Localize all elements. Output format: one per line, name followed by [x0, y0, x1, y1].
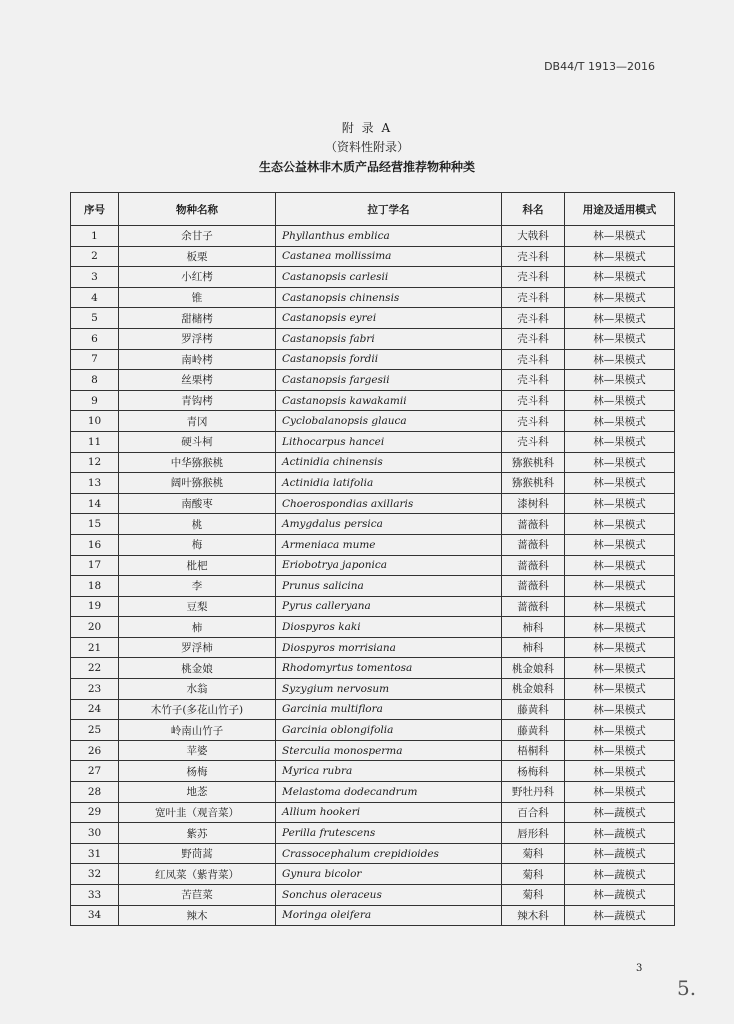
- latin-name-cell: Castanopsis kawakamii: [276, 390, 502, 411]
- latin-name-cell: Castanopsis fordii: [276, 349, 502, 370]
- index-cell: 24: [71, 699, 119, 720]
- species-name-cell: 梅: [119, 534, 276, 555]
- species-name-cell: 中华猕猴桃: [119, 452, 276, 473]
- usage-mode-cell: 林—果模式: [565, 267, 675, 288]
- index-cell: 30: [71, 823, 119, 844]
- family-cell: 蔷薇科: [502, 555, 565, 576]
- family-cell: 梧桐科: [502, 740, 565, 761]
- table-row: [71, 246, 675, 267]
- table-row: [71, 823, 675, 844]
- table-row: [71, 308, 675, 329]
- family-cell: 壳斗科: [502, 267, 565, 288]
- species-name-cell: 水翁: [119, 679, 276, 700]
- index-cell: 13: [71, 473, 119, 494]
- latin-name-cell: Perilla frutescens: [276, 823, 502, 844]
- family-cell: 壳斗科: [502, 411, 565, 432]
- index-cell: 8: [71, 370, 119, 391]
- species-name-cell: 硬斗柯: [119, 431, 276, 452]
- family-cell: 藤黄科: [502, 720, 565, 741]
- table-row: [71, 617, 675, 638]
- index-cell: 1: [71, 226, 119, 247]
- index-cell: 34: [71, 905, 119, 926]
- family-cell: 大戟科: [502, 226, 565, 247]
- table-row: [71, 411, 675, 432]
- family-cell: 桃金娘科: [502, 658, 565, 679]
- latin-name-cell: Eriobotrya japonica: [276, 555, 502, 576]
- usage-mode-cell: 林—果模式: [565, 452, 675, 473]
- species-name-cell: 苦苣菜: [119, 885, 276, 906]
- species-name-cell: 小红栲: [119, 267, 276, 288]
- family-cell: 壳斗科: [502, 328, 565, 349]
- species-name-cell: 青钩栲: [119, 390, 276, 411]
- species-name-cell: 岭南山竹子: [119, 720, 276, 741]
- latin-name-cell: Garcinia oblongifolia: [276, 720, 502, 741]
- table-row: [71, 720, 675, 741]
- table-row: [71, 493, 675, 514]
- species-name-cell: 桃: [119, 514, 276, 535]
- index-cell: 4: [71, 287, 119, 308]
- index-cell: 33: [71, 885, 119, 906]
- table-row: [71, 679, 675, 700]
- latin-name-cell: Actinidia latifolia: [276, 473, 502, 494]
- species-name-cell: 地菍: [119, 782, 276, 803]
- table-row: [71, 452, 675, 473]
- family-cell: 壳斗科: [502, 308, 565, 329]
- index-cell: 17: [71, 555, 119, 576]
- latin-name-cell: Moringa oleifera: [276, 905, 502, 926]
- table-body: [71, 226, 675, 926]
- species-name-cell: 锥: [119, 287, 276, 308]
- usage-mode-cell: 林—果模式: [565, 637, 675, 658]
- latin-name-cell: Phyllanthus emblica: [276, 226, 502, 247]
- family-cell: 壳斗科: [502, 390, 565, 411]
- usage-mode-cell: 林—果模式: [565, 761, 675, 782]
- table-row: [71, 370, 675, 391]
- usage-mode-cell: 林—果模式: [565, 658, 675, 679]
- table-row: [71, 761, 675, 782]
- species-name-cell: 木竹子(多花山竹子): [119, 699, 276, 720]
- species-name-cell: 宽叶韭（观音菜）: [119, 802, 276, 823]
- index-cell: 9: [71, 390, 119, 411]
- table-row: [71, 390, 675, 411]
- latin-name-cell: Lithocarpus hancei: [276, 431, 502, 452]
- table-row: [71, 905, 675, 926]
- latin-name-cell: Cyclobalanopsis glauca: [276, 411, 502, 432]
- index-cell: 5: [71, 308, 119, 329]
- species-name-cell: 杨梅: [119, 761, 276, 782]
- page-stamp: 5.: [677, 976, 697, 1000]
- usage-mode-cell: 林—果模式: [565, 679, 675, 700]
- species-table: [70, 192, 675, 926]
- header-family: 科名: [502, 193, 565, 226]
- usage-mode-cell: 林—果模式: [565, 287, 675, 308]
- species-name-cell: 辣木: [119, 905, 276, 926]
- table-row: [71, 864, 675, 885]
- header-species-name: 物种名称: [119, 193, 276, 226]
- index-cell: 27: [71, 761, 119, 782]
- family-cell: 猕猴桃科: [502, 452, 565, 473]
- usage-mode-cell: 林—果模式: [565, 576, 675, 597]
- appendix-note: （资料性附录）: [324, 140, 409, 154]
- species-name-cell: 紫苏: [119, 823, 276, 844]
- header-index: 序号: [71, 193, 119, 226]
- index-cell: 12: [71, 452, 119, 473]
- latin-name-cell: Choerospondias axillaris: [276, 493, 502, 514]
- species-name-cell: 红凤菜（紫背菜）: [119, 864, 276, 885]
- latin-name-cell: Allium hookeri: [276, 802, 502, 823]
- family-cell: 菊科: [502, 843, 565, 864]
- index-cell: 32: [71, 864, 119, 885]
- family-cell: 壳斗科: [502, 287, 565, 308]
- family-cell: 杨梅科: [502, 761, 565, 782]
- index-cell: 29: [71, 802, 119, 823]
- usage-mode-cell: 林—果模式: [565, 390, 675, 411]
- family-cell: 蔷薇科: [502, 514, 565, 535]
- species-name-cell: 豆梨: [119, 596, 276, 617]
- latin-name-cell: Castanopsis chinensis: [276, 287, 502, 308]
- latin-name-cell: Castanopsis fabri: [276, 328, 502, 349]
- table-row: [71, 287, 675, 308]
- usage-mode-cell: 林—果模式: [565, 473, 675, 494]
- usage-mode-cell: 林—果模式: [565, 246, 675, 267]
- latin-name-cell: Crassocephalum crepidioides: [276, 843, 502, 864]
- species-name-cell: 丝栗栲: [119, 370, 276, 391]
- table-row: [71, 431, 675, 452]
- family-cell: 藤黄科: [502, 699, 565, 720]
- family-cell: 菊科: [502, 864, 565, 885]
- index-cell: 15: [71, 514, 119, 535]
- index-cell: 10: [71, 411, 119, 432]
- usage-mode-cell: 林—蔬模式: [565, 885, 675, 906]
- usage-mode-cell: 林—果模式: [565, 370, 675, 391]
- latin-name-cell: Diospyros morrisiana: [276, 637, 502, 658]
- species-name-cell: 青冈: [119, 411, 276, 432]
- species-name-cell: 野茼蒿: [119, 843, 276, 864]
- species-name-cell: 板栗: [119, 246, 276, 267]
- latin-name-cell: Rhodomyrtus tomentosa: [276, 658, 502, 679]
- species-name-cell: 南岭栲: [119, 349, 276, 370]
- page-number: 3: [636, 963, 643, 974]
- family-cell: 百合科: [502, 802, 565, 823]
- family-cell: 蔷薇科: [502, 576, 565, 597]
- usage-mode-cell: 林—果模式: [565, 308, 675, 329]
- table-row: [71, 576, 675, 597]
- family-cell: 壳斗科: [502, 349, 565, 370]
- latin-name-cell: Castanea mollissima: [276, 246, 502, 267]
- family-cell: 蔷薇科: [502, 534, 565, 555]
- index-cell: 28: [71, 782, 119, 803]
- latin-name-cell: Castanopsis carlesii: [276, 267, 502, 288]
- latin-name-cell: Actinidia chinensis: [276, 452, 502, 473]
- table-row: [71, 226, 675, 247]
- table-row: [71, 885, 675, 906]
- index-cell: 16: [71, 534, 119, 555]
- usage-mode-cell: 林—果模式: [565, 699, 675, 720]
- usage-mode-cell: 林—果模式: [565, 617, 675, 638]
- latin-name-cell: Myrica rubra: [276, 761, 502, 782]
- usage-mode-cell: 林—果模式: [565, 514, 675, 535]
- latin-name-cell: Sonchus oleraceus: [276, 885, 502, 906]
- latin-name-cell: Syzygium nervosum: [276, 679, 502, 700]
- usage-mode-cell: 林—蔬模式: [565, 905, 675, 926]
- family-cell: 壳斗科: [502, 246, 565, 267]
- index-cell: 22: [71, 658, 119, 679]
- usage-mode-cell: 林—果模式: [565, 782, 675, 803]
- header-usage-mode: 用途及适用模式: [565, 193, 675, 226]
- appendix-label: 附 录 A: [341, 121, 393, 135]
- appendix-title: 生态公益林非木质产品经营推荐物种种类: [258, 160, 475, 174]
- index-cell: 19: [71, 596, 119, 617]
- index-cell: 2: [71, 246, 119, 267]
- index-cell: 25: [71, 720, 119, 741]
- index-cell: 7: [71, 349, 119, 370]
- table-row: [71, 473, 675, 494]
- index-cell: 20: [71, 617, 119, 638]
- index-cell: 26: [71, 740, 119, 761]
- usage-mode-cell: 林—果模式: [565, 555, 675, 576]
- usage-mode-cell: 林—果模式: [565, 740, 675, 761]
- family-cell: 野牡丹科: [502, 782, 565, 803]
- index-cell: 18: [71, 576, 119, 597]
- table-row: [71, 349, 675, 370]
- latin-name-cell: Gynura bicolor: [276, 864, 502, 885]
- table-row: [71, 555, 675, 576]
- family-cell: 漆树科: [502, 493, 565, 514]
- species-name-cell: 阔叶猕猴桃: [119, 473, 276, 494]
- index-cell: 23: [71, 679, 119, 700]
- family-cell: 辣木科: [502, 905, 565, 926]
- standard-code: DB44/T 1913—2016: [544, 60, 655, 73]
- latin-name-cell: Diospyros kaki: [276, 617, 502, 638]
- table-row: [71, 596, 675, 617]
- species-name-cell: 罗浮栲: [119, 328, 276, 349]
- latin-name-cell: Melastoma dodecandrum: [276, 782, 502, 803]
- species-name-cell: 桃金娘: [119, 658, 276, 679]
- species-name-cell: 余甘子: [119, 226, 276, 247]
- family-cell: 柿科: [502, 617, 565, 638]
- usage-mode-cell: 林—果模式: [565, 596, 675, 617]
- family-cell: 蔷薇科: [502, 596, 565, 617]
- species-name-cell: 李: [119, 576, 276, 597]
- usage-mode-cell: 林—果模式: [565, 328, 675, 349]
- usage-mode-cell: 林—果模式: [565, 493, 675, 514]
- family-cell: 柿科: [502, 637, 565, 658]
- index-cell: 14: [71, 493, 119, 514]
- family-cell: 壳斗科: [502, 370, 565, 391]
- species-name-cell: 罗浮柿: [119, 637, 276, 658]
- usage-mode-cell: 林—蔬模式: [565, 864, 675, 885]
- index-cell: 3: [71, 267, 119, 288]
- index-cell: 21: [71, 637, 119, 658]
- usage-mode-cell: 林—果模式: [565, 720, 675, 741]
- table-row: [71, 534, 675, 555]
- table-row: [71, 328, 675, 349]
- latin-name-cell: Castanopsis fargesii: [276, 370, 502, 391]
- latin-name-cell: Amygdalus persica: [276, 514, 502, 535]
- usage-mode-cell: 林—蔬模式: [565, 843, 675, 864]
- family-cell: 猕猴桃科: [502, 473, 565, 494]
- latin-name-cell: Prunus salicina: [276, 576, 502, 597]
- usage-mode-cell: 林—果模式: [565, 349, 675, 370]
- usage-mode-cell: 林—蔬模式: [565, 823, 675, 844]
- table-row: [71, 637, 675, 658]
- usage-mode-cell: 林—果模式: [565, 534, 675, 555]
- table-row: [71, 802, 675, 823]
- table-header-row: [71, 193, 675, 226]
- latin-name-cell: Armeniaca mume: [276, 534, 502, 555]
- usage-mode-cell: 林—果模式: [565, 411, 675, 432]
- table-row: [71, 658, 675, 679]
- species-name-cell: 甜槠栲: [119, 308, 276, 329]
- species-name-cell: 柿: [119, 617, 276, 638]
- latin-name-cell: Castanopsis eyrei: [276, 308, 502, 329]
- header-latin-name: 拉丁学名: [276, 193, 502, 226]
- index-cell: 6: [71, 328, 119, 349]
- table-row: [71, 514, 675, 535]
- table-row: [71, 782, 675, 803]
- family-cell: 菊科: [502, 885, 565, 906]
- table-row: [71, 267, 675, 288]
- latin-name-cell: Pyrus calleryana: [276, 596, 502, 617]
- usage-mode-cell: 林—果模式: [565, 226, 675, 247]
- latin-name-cell: Garcinia multiflora: [276, 699, 502, 720]
- latin-name-cell: Sterculia monosperma: [276, 740, 502, 761]
- usage-mode-cell: 林—蔬模式: [565, 802, 675, 823]
- index-cell: 11: [71, 431, 119, 452]
- family-cell: 桃金娘科: [502, 679, 565, 700]
- table-row: [71, 699, 675, 720]
- family-cell: 壳斗科: [502, 431, 565, 452]
- table-row: [71, 843, 675, 864]
- species-name-cell: 南酸枣: [119, 493, 276, 514]
- species-name-cell: 枇杷: [119, 555, 276, 576]
- species-name-cell: 苹婆: [119, 740, 276, 761]
- table-row: [71, 740, 675, 761]
- family-cell: 唇形科: [502, 823, 565, 844]
- usage-mode-cell: 林—果模式: [565, 431, 675, 452]
- index-cell: 31: [71, 843, 119, 864]
